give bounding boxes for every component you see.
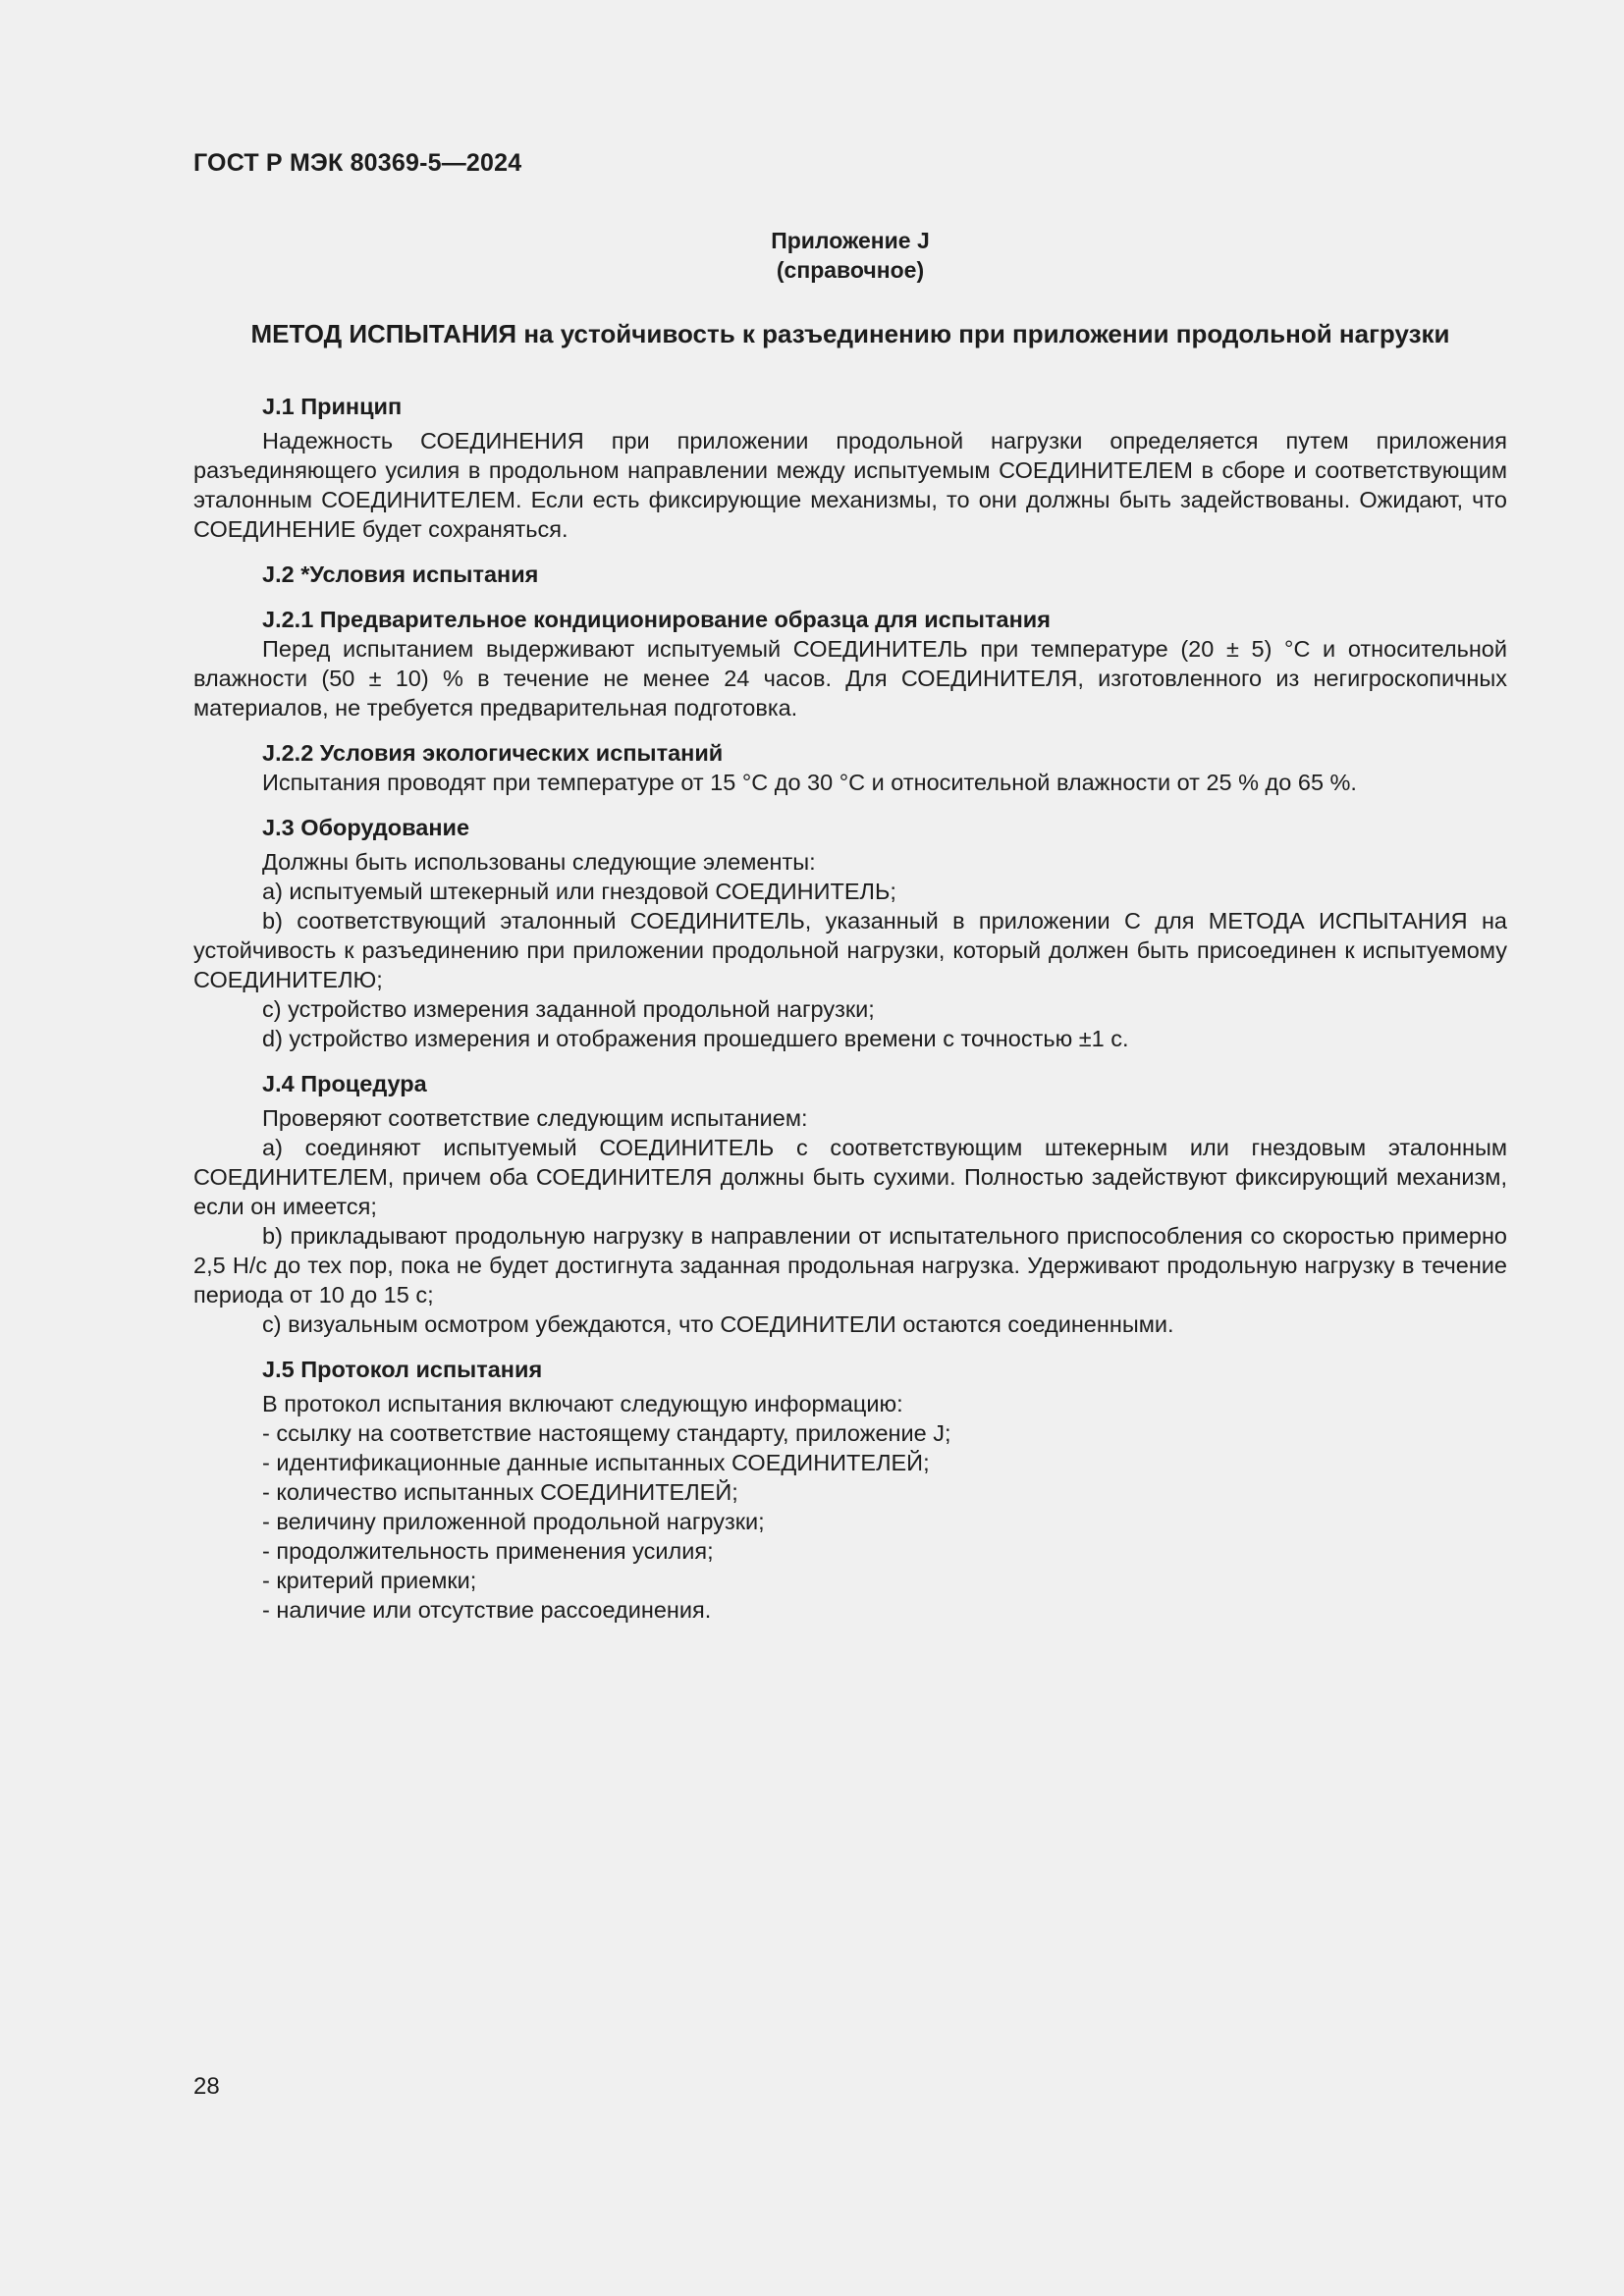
paragraph-j22: Испытания проводят при температуре от 15 °С до 30 °С и относительной влажности от 25 % до 65 %.	[262, 770, 1357, 795]
main-title: МЕТОД ИСПЫТАНИЯ на устойчивость к разъединению при приложении продольной нагрузки	[250, 319, 1450, 348]
list-item-j3-a: a) испытуемый штекерный или гнездовой СОЕДИНИТЕЛЬ;	[262, 879, 896, 904]
paragraph-j1: Надежность СОЕДИНЕНИЯ при приложении продольной нагрузки определяется путем приложения разъединяющего усилия в продольном направлении между испытуемым СОЕДИНИТЕЛЕМ в сборе и соответствующим эталонным СОЕДИНИТЕЛЕМ. Если есть фиксирующие механизмы, то они должны быть задействованы. Ожидают, что СОЕДИНЕНИЕ будет сохраняться.	[193, 428, 1507, 542]
paragraph-j5-intro: В протокол испытания включают следующую информацию:	[262, 1391, 903, 1416]
paragraph-j21: Перед испытанием выдерживают испытуемый СОЕДИНИТЕЛЬ при температуре (20 ± 5) °С и относительной влажности (50 ± 10) % в течение не менее 24 часов. Для СОЕДИНИТЕЛЯ, изготовленного из негигроскопичных материалов, не требуется предварительная подготовка.	[193, 636, 1507, 721]
list-item-j5-3: - количество испытанных СОЕДИНИТЕЛЕЙ;	[262, 1479, 738, 1505]
list-item-j5-2: - идентификационные данные испытанных СОЕДИНИТЕЛЕЙ;	[262, 1450, 930, 1475]
list-item-j5-7: - наличие или отсутствие рассоединения.	[262, 1597, 712, 1623]
section-heading-j1: J.1 Принцип	[262, 394, 403, 419]
document-header: ГОСТ Р МЭК 80369-5—2024	[193, 149, 522, 177]
list-item-j5-5: - продолжительность применения усилия;	[262, 1538, 714, 1564]
list-item-j4-a: a) соединяют испытуемый СОЕДИНИТЕЛЬ с соответствующим штекерным или гнездовым эталонным СОЕДИНИТЕЛЕМ, причем оба СОЕДИНИТЕЛЯ должны быть сухими. Полностью задействуют фиксирующий механизм, если он имеется;	[193, 1135, 1507, 1219]
list-item-j5-6: - критерий приемки;	[262, 1568, 477, 1593]
paragraph-j3-intro: Должны быть использованы следующие элементы:	[262, 849, 816, 875]
list-item-j4-c: c) визуальным осмотром убеждаются, что СОЕДИНИТЕЛИ остаются соединенными.	[262, 1311, 1174, 1337]
document-body	[193, 392, 1507, 1625]
appendix-type: (справочное)	[776, 257, 925, 283]
list-item-j3-c: c) устройство измерения заданной продольной нагрузки;	[262, 996, 875, 1022]
appendix-title: Приложение J	[771, 228, 930, 253]
section-heading-j21: J.2.1 Предварительное кондиционирование образца для испытания	[262, 607, 1051, 632]
list-item-j5-1: - ссылку на соответствие настоящему стандарту, приложение J;	[262, 1420, 951, 1446]
section-heading-j2: J.2 *Условия испытания	[262, 561, 539, 587]
list-item-j3-b: b) соответствующий эталонный СОЕДИНИТЕЛЬ, указанный в приложении С для МЕТОДА ИСПЫТАНИЯ на устойчивость к разъединению при приложении продольной нагрузки, который должен быть присоединен к испытуемому СОЕДИНИТЕЛЮ;	[193, 908, 1507, 992]
section-heading-j4: J.4 Процедура	[262, 1071, 427, 1096]
appendix-heading	[193, 226, 1507, 285]
section-heading-j22: J.2.2 Условия экологических испытаний	[262, 740, 724, 766]
page-number: 28	[193, 2073, 220, 2100]
section-heading-j5: J.5 Протокол испытания	[262, 1357, 543, 1382]
list-item-j3-d: d) устройство измерения и отображения прошедшего времени с точностью ±1 с.	[262, 1026, 1129, 1051]
section-heading-j3: J.3 Оборудование	[262, 815, 470, 840]
list-item-j5-4: - величину приложенной продольной нагрузки;	[262, 1509, 765, 1534]
paragraph-j4-intro: Проверяют соответствие следующим испытанием:	[262, 1105, 808, 1131]
list-item-j4-b: b) прикладывают продольную нагрузку в направлении от испытательного приспособления со скоростью примерно 2,5 Н/с до тех пор, пока не будет достигнута заданная продольная нагрузка. Удерживают продольную нагрузку в течение периода от 10 до 15 с;	[193, 1223, 1507, 1308]
